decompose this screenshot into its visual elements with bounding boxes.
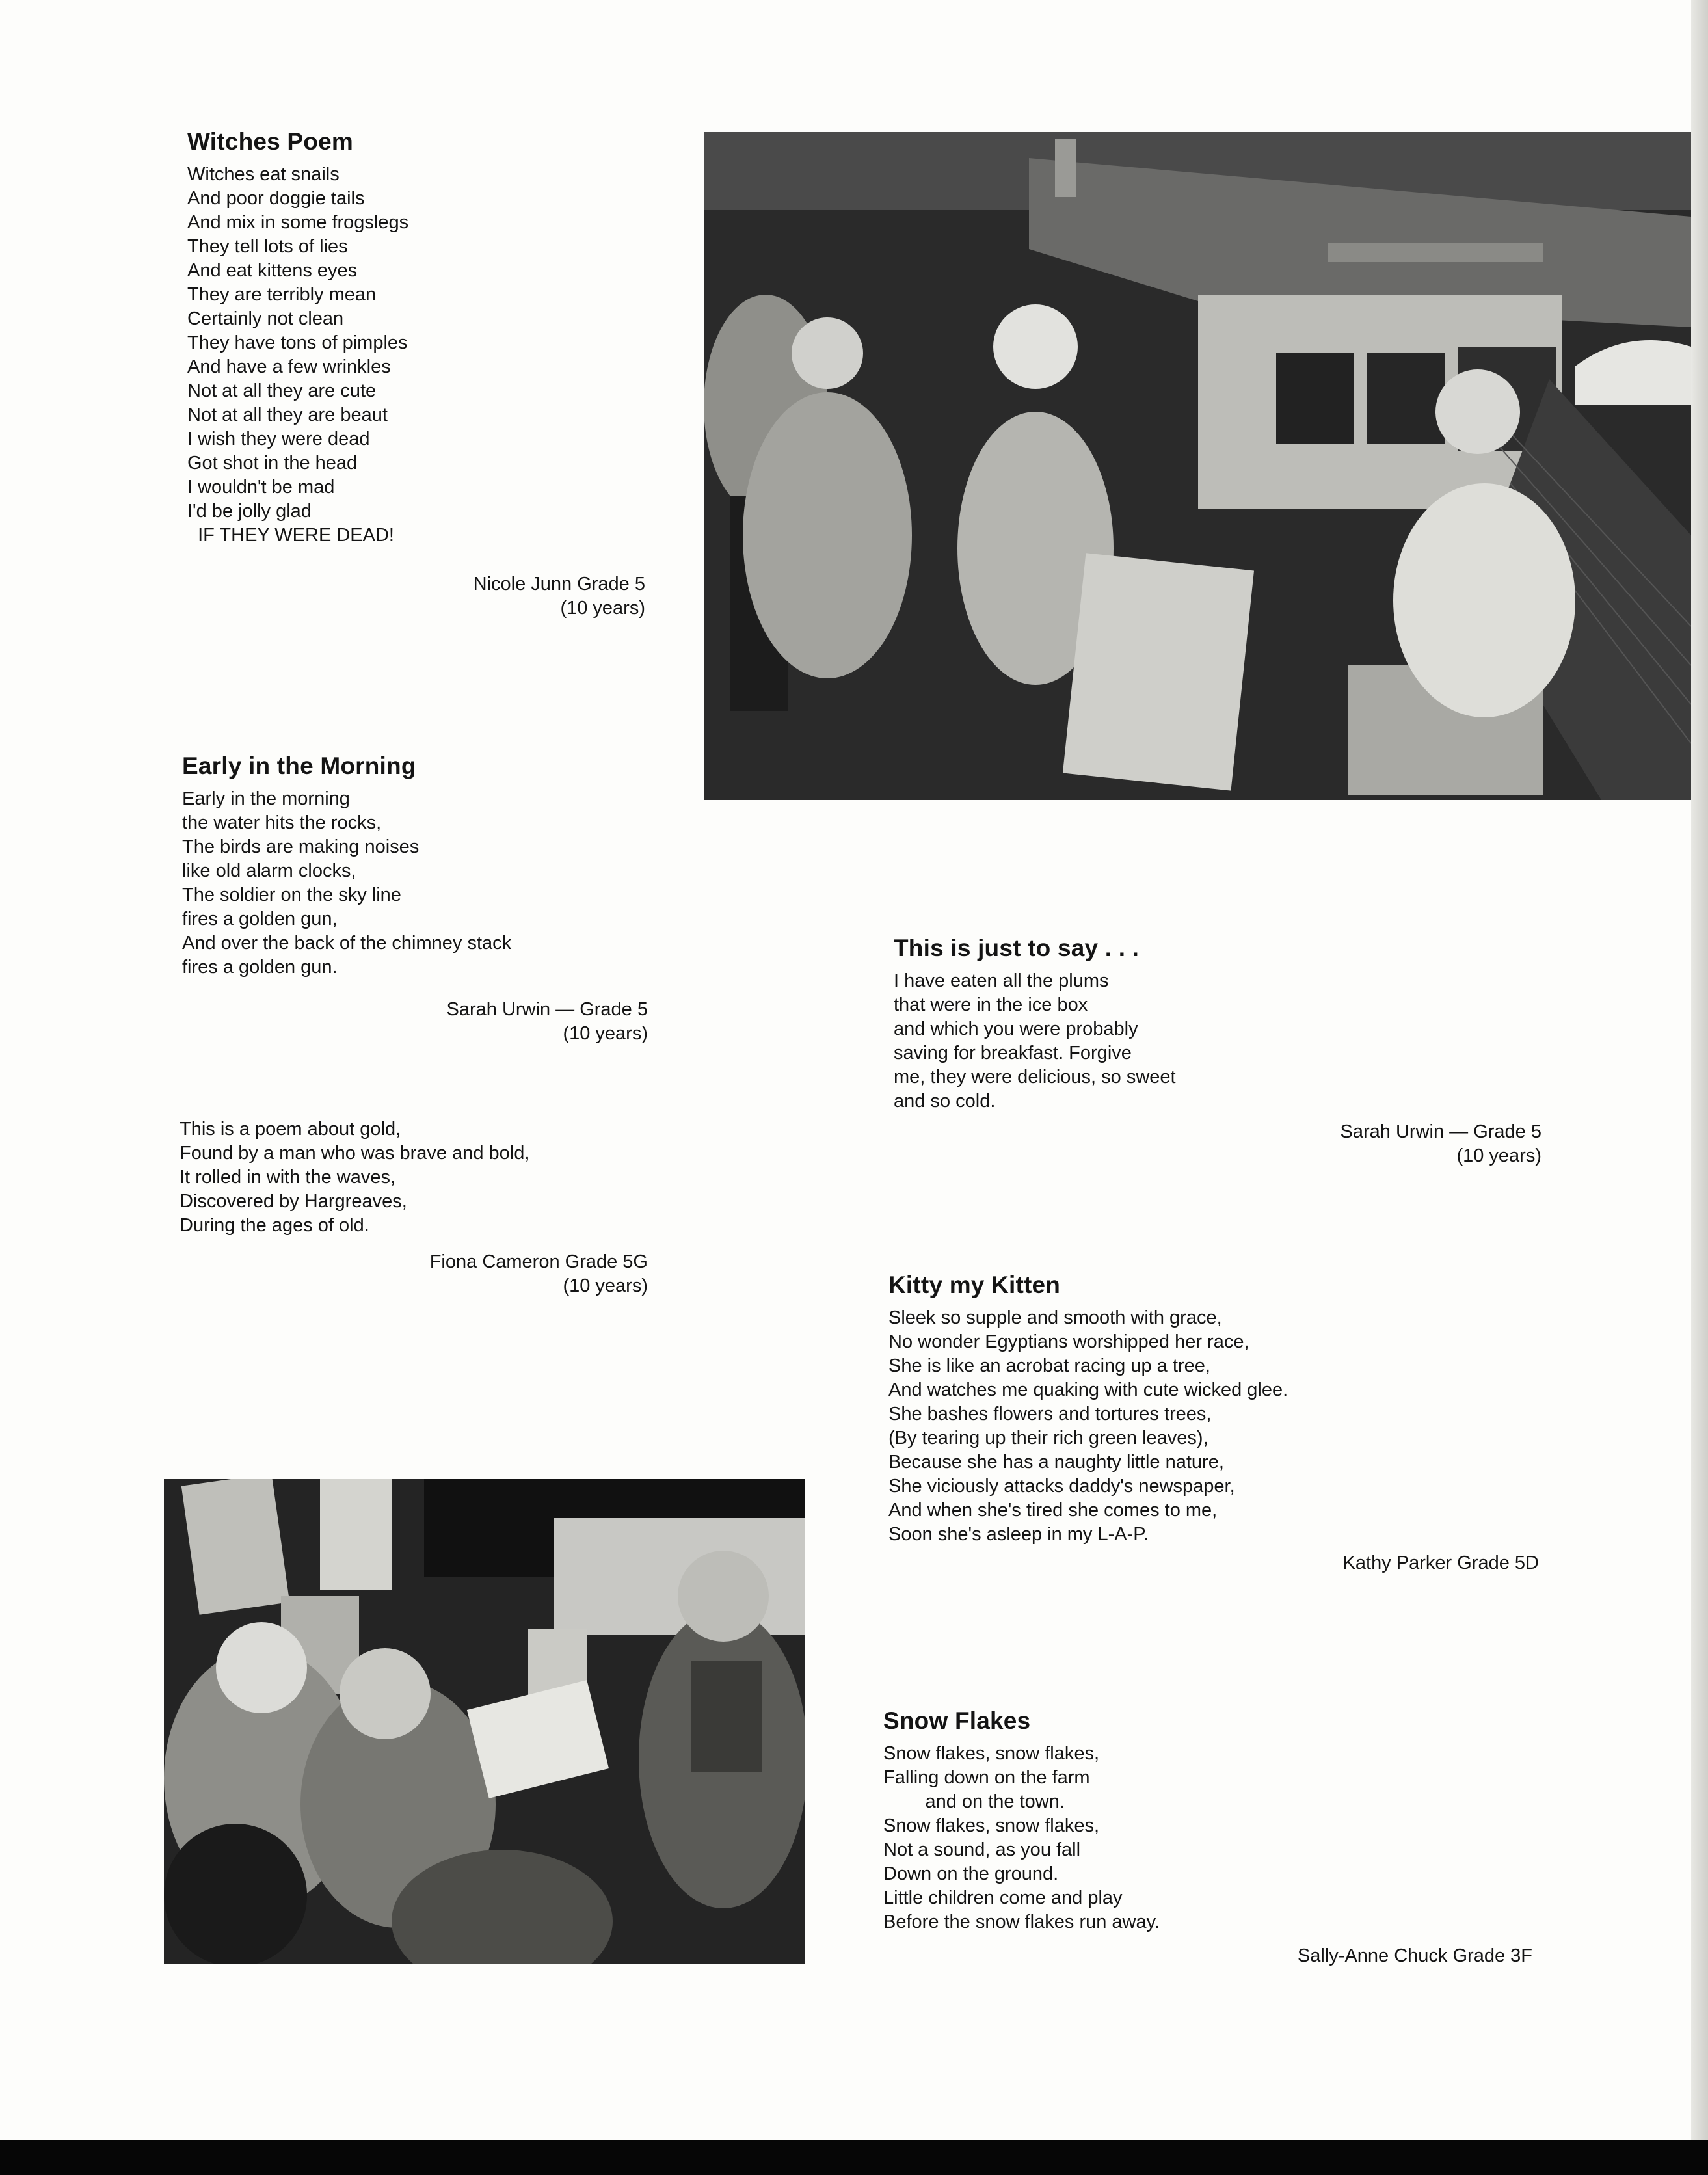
poem-credit: [312, 572, 645, 620]
author-name: Sally-Anne Chuck Grade 3F: [1297, 1945, 1532, 1966]
poem-credit: [312, 998, 648, 1046]
poem-credit: [1236, 1551, 1539, 1575]
poem-line: and on the town.: [883, 1791, 1065, 1812]
poem-line: Not a sound, as you fall: [883, 1839, 1081, 1860]
poem-line: Falling down on the farm: [883, 1767, 1090, 1788]
poem-line: She is like an acrobat racing up a tree,: [888, 1355, 1210, 1376]
author-age: (10 years): [560, 598, 645, 619]
poem-line: Snow flakes, snow flakes,: [883, 1815, 1100, 1836]
poem-line: that were in the ice box: [894, 994, 1088, 1015]
poem-line: I'd be jolly glad: [187, 501, 312, 522]
poem-line: Certainly not clean: [187, 308, 344, 329]
poem-early-morning: [182, 752, 676, 980]
poem-title: Early in the Morning: [182, 753, 416, 779]
poem-line: And have a few wrinkles: [187, 356, 391, 377]
poem-line: Not at all they are beaut: [187, 405, 388, 425]
poem-line: The soldier on the sky line: [182, 885, 401, 905]
poem-line: Got shot in the head: [187, 453, 358, 474]
poem-line: She bashes flowers and tortures trees,: [888, 1404, 1212, 1424]
poem-line: This is a poem about gold,: [180, 1119, 401, 1140]
author-name: Kathy Parker Grade 5D: [1342, 1553, 1539, 1573]
poem-line: me, they were delicious, so sweet: [894, 1067, 1176, 1088]
poem-line: She viciously attacks daddy's newspaper,: [888, 1476, 1235, 1497]
poem-line: And when she's tired she comes to me,: [888, 1500, 1218, 1521]
poem-line: During the ages of old.: [180, 1215, 369, 1236]
scan-bottom-edge: [0, 2140, 1708, 2175]
poem-line: I wouldn't be mad: [187, 477, 335, 498]
poem-line: like old alarm clocks,: [182, 861, 356, 881]
poem-line: saving for breakfast. Forgive: [894, 1043, 1132, 1063]
poem-line: Sleek so supple and smooth with grace,: [888, 1307, 1222, 1328]
poem-line: Before the snow flakes run away.: [883, 1912, 1160, 1932]
poem-line: I have eaten all the plums: [894, 970, 1109, 991]
author-age: (10 years): [1456, 1145, 1541, 1166]
poem-line: Soon she's asleep in my L-A-P.: [888, 1524, 1149, 1545]
poem-kitty: [888, 1271, 1461, 1547]
poem-line: Discovered by Hargreaves,: [180, 1191, 407, 1212]
poem-line: And eat kittens eyes: [187, 260, 358, 281]
poem-line: And mix in some frogslegs: [187, 212, 409, 233]
poem-line: They are terribly mean: [187, 284, 377, 305]
poem-line: (By tearing up their rich green leaves),: [888, 1428, 1208, 1448]
poem-credit: [312, 1250, 648, 1298]
poem-witches: [187, 127, 656, 548]
poem-line: They have tons of pimples: [187, 332, 408, 353]
author-age: (10 years): [563, 1023, 648, 1044]
author-name: Fiona Cameron Grade 5G: [429, 1251, 648, 1272]
poem-line: The birds are making noises: [182, 836, 420, 857]
poem-title: Witches Poem: [187, 128, 353, 155]
poem-line: Found by a man who was brave and bold,: [180, 1143, 530, 1164]
poem-just-to-say: [894, 934, 1388, 1114]
poem-body: [187, 163, 656, 548]
poem-line: And poor doggie tails: [187, 188, 365, 209]
poem-line: IF THEY WERE DEAD!: [187, 525, 394, 546]
poem-body: [888, 1306, 1461, 1547]
poem-line: Because she has a naughty little nature,: [888, 1452, 1224, 1473]
poem-line: fires a golden gun,: [182, 909, 338, 929]
poem-title: Kitty my Kitten: [888, 1272, 1061, 1298]
poem-line: and which you were probably: [894, 1019, 1138, 1039]
poem-body: [883, 1742, 1456, 1934]
poem-credit: [1236, 1120, 1541, 1168]
poem-line: Down on the ground.: [883, 1863, 1059, 1884]
poem-line: And watches me quaking with cute wicked glee.: [888, 1380, 1288, 1400]
poem-line: Witches eat snails: [187, 164, 340, 185]
photo-children-books: [164, 1479, 805, 1964]
author-name: Nicole Junn Grade 5: [473, 574, 645, 594]
poem-line: They tell lots of lies: [187, 236, 348, 257]
poem-credit: [1171, 1944, 1532, 1968]
poem-body: [894, 969, 1388, 1114]
poem-line: Little children come and play: [883, 1888, 1123, 1908]
photo-children-costumes: [704, 132, 1691, 800]
poem-line: Not at all they are cute: [187, 380, 377, 401]
poem-snow-flakes: [883, 1707, 1456, 1934]
poem-gold: [180, 1117, 674, 1238]
poem-line: I wish they were dead: [187, 429, 370, 449]
poem-line: No wonder Egyptians worshipped her race,: [888, 1331, 1249, 1352]
page-spine-edge: [1691, 0, 1708, 2175]
poem-line: It rolled in with the waves,: [180, 1167, 396, 1188]
poem-line: And over the back of the chimney stack: [182, 933, 512, 954]
poem-title: Snow Flakes: [883, 1707, 1031, 1734]
poem-line: the water hits the rocks,: [182, 812, 382, 833]
author-age: (10 years): [563, 1275, 648, 1296]
poem-line: Snow flakes, snow flakes,: [883, 1743, 1100, 1764]
author-name: Sarah Urwin — Grade 5: [1340, 1121, 1541, 1142]
poem-title: This is just to say . . .: [894, 935, 1140, 961]
poem-body: [182, 787, 676, 980]
author-name: Sarah Urwin — Grade 5: [446, 999, 648, 1020]
poem-line: fires a golden gun.: [182, 957, 338, 978]
poem-line: and so cold.: [894, 1091, 996, 1112]
poem-line: Early in the morning: [182, 788, 350, 809]
